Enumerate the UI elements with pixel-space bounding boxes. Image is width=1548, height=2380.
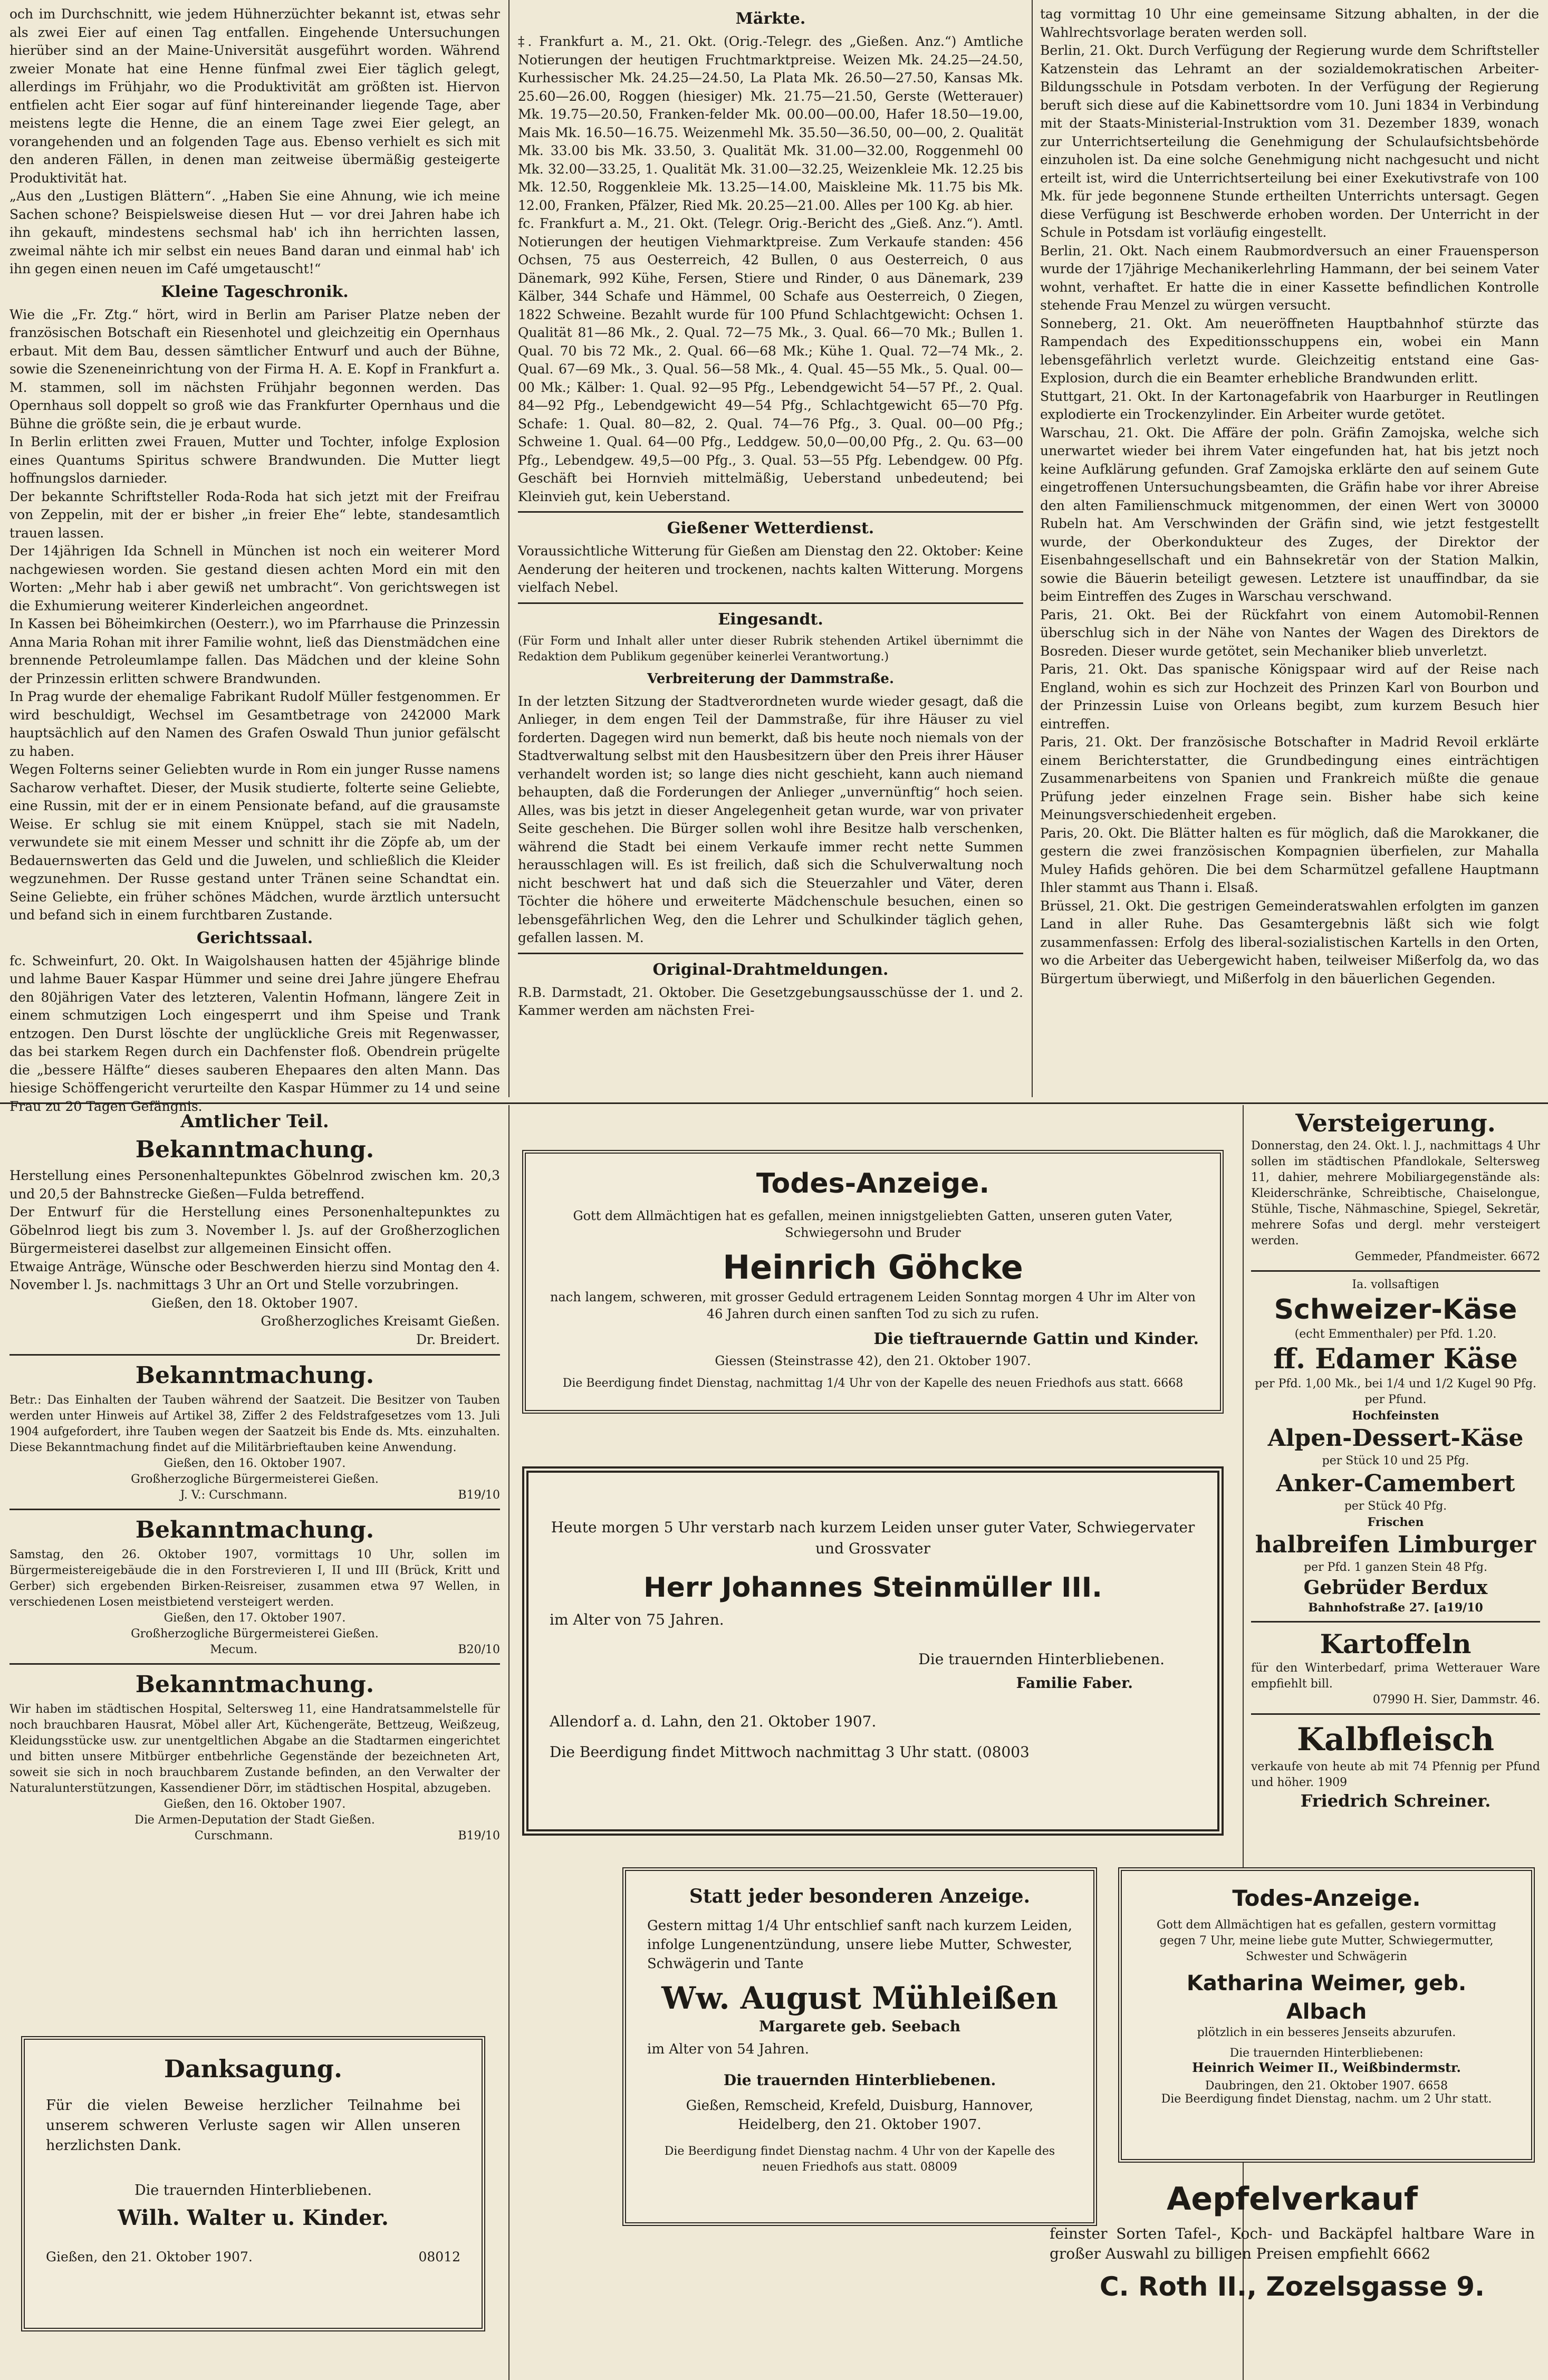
editorial-note: (Für Form und Inhalt aller unter dieser Rubrik stehenden Artikel übernimmt die Redaktion dem Publikum gegenüber keinerlei Verantwortung.) xyxy=(518,634,1023,664)
article-paragraph: Der 14jährigen Ida Schnell in München ist noch ein weiterer Mord nachgewiesen worden. Sie gestand diesen achten Mord ein mit den Worten: „Mehr hab i aber gewiß net umbracht“. Von gerichtswegen ist die Exhumierung weiterer Kinderleichen angeordnet. xyxy=(9,543,500,613)
divider xyxy=(9,1663,500,1665)
ad-code: 08012 xyxy=(418,2249,460,2264)
heading-tageschronik: Kleine Tageschronik. xyxy=(161,282,349,301)
ad-signature: Gebrüder Berdux xyxy=(1303,1577,1488,1599)
heading-eingesandt: Eingesandt. xyxy=(718,610,823,629)
notice-text: Etwaige Anträge, Wünsche oder Beschwerden hierzu sind Montag den 4. November l. Js. nachmittags 3 Uhr an Ort und Stelle vorzubringen. xyxy=(9,1259,500,1292)
ad-title: Anker-Camembert xyxy=(1276,1470,1515,1497)
article-paragraph: och im Durchschnitt, wie jedem Hühnerzüchter bekannt ist, etwas sehr als zwei Eier auf einen Tag entfallen. Eingehende Untersuchungen hierüber sind an der Maine-Universität ausgeführt worden. Während zweier Monate hat eine Henne fünfmal zwei Eier täglich gelegt, allerdings im Frühjahr, wo die Produktivität am größten ist. Hiervon entfielen acht Eier sogar auf fünf hintereinander liegende Tage, aber meistens legte die Henne, die an einem Tage zwei Eier gelegt, an vorangehenden und an folgenden Tage aus. Ebenso verhielt es sich mit den anderen Fällen, in denen man zeitweise übermäßig gesteigerte Produktivität hat. xyxy=(9,6,500,186)
ad-signature-text: Gemmeder, Pfandmeister. xyxy=(1355,1250,1507,1263)
notice-signature xyxy=(9,1488,500,1503)
article-paragraph: In der letzten Sitzung der Stadtverordneten wurde wieder gesagt, daß die Anlieger, in dem engen Teil der Dammstraße, für ihre Häuser zu viel forderten. Dagegen wird nun bemerkt, daß bis heute noch niemals von der Stadtverwaltung selbst mit den Hausbesitzern über den Preis ihrer Häuser verhandelt worden ist; so lange dies nicht geschieht, kann auch niemand behaupten, daß die Forderungen der Anlieger „unvernünftig“ hoch seien. Alles, was bis jetzt in dieser Angelegenheit getan wurde, war von privater Seite geschehen. Die Bürger sollen wohl ihre Besitze halb verschenken, während die Stadt bei einem Verkaufe immer recht nette Summen herausschlagen will. Es ist freilich, daß sich die Schulverwaltung noch nicht beschwert hat und daß sich die Steuerzahler und Väter, deren Töchter die höhere und erweiterte Mädchenschule besuchen, einen so lebensgefährlichen Weg, den die Lehrer und Schulkinder täglich gehen, gefallen lassen. M. xyxy=(518,693,1023,945)
ad-burial-text: Die Beerdigung findet Mittwoch nachmittag 3 Uhr statt. xyxy=(550,1743,972,1761)
ad-text: per Stück 40 Pfg. xyxy=(1344,1500,1447,1513)
ad-burial: Die Beerdigung findet Dienstag, nachm. um 2 Uhr statt. xyxy=(1161,2093,1492,2106)
column-rule-2 xyxy=(1032,0,1033,1097)
article-paragraph: Paris, 21. Okt. Der französische Botschafter in Madrid Revoil erklärte einem Berichterstatter, die Grundbedingung eines einträchtigen Zusammenarbeitens von Spanien und Frankreich müßte die genaue Prüfung jeder einzelnen Frage sein. Bisher habe sich keine Meinungsverschiedenheit ergeben. xyxy=(1040,734,1539,822)
notice-signature: Großherzogliches Kreisamt Gießen. xyxy=(261,1313,500,1329)
ad-signers: Die trauernden Hinterbliebenen. xyxy=(134,2182,372,2199)
ad-code: 6662 xyxy=(1392,2245,1431,2262)
article-paragraph: fc. Frankfurt a. M., 21. Okt. (Telegr. Orig.-Bericht des „Gieß. Anz.“). Amtl. Notierungen der heutigen Viehmarktpreise. Zum Verkaufe standen: 456 Ochsen, 75 aus Oesterreich, 42 Bullen, 0 aus Oesterreich, 0 aus Dänemark, 992 Kühe, Fersen, Stiere und Rinder, 0 aus Dänemark, 239 Kälber, 344 Schafe und Hämmel, 00 Schafe aus Oesterreich, 0 Ziegen, 1822 Schweine. Bezahlt wurde für 100 Pfund Schlachtgewicht: Ochsen 1. Qualität 81—86 Mk., 2. Qual. 72—75 Mk., 3. Qual. 66—70 Mk.; Bullen 1. Qual. 70 bis 72 Mk., 2. Qual. 66—68 Mk.; Kühe 1. Qual. 72—74 Mk., 2. Qual. 67—69 Mk., 3. Qual. 56—58 Mk., 4. Qual. 45—55 Mk., 5. Qual. 00—00 Mk.; Kälber: 1. Qual. 92—95 Pfg., Lebendgewicht 54—57 Pf., 2. Qual. 84—92 Pfg., Lebendgewicht 49—54 Pfg., Schlachtgewicht 65—70 Pfg. Schafe: 1. Qual. 80—82, 2. Qual. 74—76 Pfg., 3. Qual. 00—00 Pfg.; Schweine 1. Qual. 64—00 Pfg., Leddgew. 50,0—00,00 Pfg., 2. Qu. 63—00 Pfg., Lebendgew. 49,5—00 Pfg., 3. Qual. 53—55 Pfg. Lebendgew. 00 Pfg. Geschäft bei Hornvieh mittelmäßig, Ueberstand unbedeutend; bei Kleinvieh gut, kein Ueberstand. xyxy=(518,216,1023,504)
ad-text: per Stück 10 und 25 Pfg. xyxy=(1322,1454,1469,1467)
notice-signature: Die Armen-Deputation der Stadt Gießen. xyxy=(134,1813,375,1827)
ad-name: Wilh. Walter u. Kinder. xyxy=(118,2205,389,2230)
notice-date: Gießen, den 16. Oktober 1907. xyxy=(164,1798,346,1811)
notice-title: Bekanntmachung. xyxy=(135,1671,374,1698)
ad-text: (echt Emmenthaler) per Pfd. 1.20. xyxy=(1294,1328,1497,1341)
article-paragraph: „Aus den „Lustigen Blättern“. „Haben Sie eine Ahnung, wie ich meine Sachen schone? Beispielsweise diesen Hut — vor drei Jahren habe ich ihn gekauft, mindestens sechsmal hab' ich ihn herrichten lassen, zweimal nähte ich mir selbst ein neues Band daran und einmal hab' ich ihn gegen einen neuen im Café umgetauscht!“ xyxy=(9,188,500,276)
notice-title: Bekanntmachung. xyxy=(135,1362,374,1389)
divider xyxy=(9,1354,500,1356)
article-paragraph: In Kassen bei Böheimkirchen (Oesterr.), wo im Pfarrhause die Prinzessin Anna Maria Rohan mit ihrer Familie wohnt, ließ das Dienstmädchen eine brennende Petroleumlampe fallen. Das Mädchen und der kleine Sohn der Prinzessin erlitten schwere Brandwunden. xyxy=(9,616,500,686)
heading-gerichtssaal: Gerichtssaal. xyxy=(196,928,313,947)
notice-date: Gießen, den 17. Oktober 1907. xyxy=(164,1611,346,1625)
column-rule-1 xyxy=(508,0,509,1097)
notice-signature: Großherzogliche Bürgermeisterei Gießen. xyxy=(131,1473,379,1486)
official-section xyxy=(9,1108,500,2031)
notice-date: Gießen, den 18. Oktober 1907. xyxy=(151,1295,358,1311)
ad-signature-text: H. Sier, Dammstr. 46. xyxy=(1413,1693,1540,1706)
heading-maerkte: Märkte. xyxy=(735,9,806,28)
ad-address xyxy=(1251,1600,1540,1616)
ad-text: Für die vielen Beweise herzlicher Teilnahme bei unserem schweren Verluste sagen wir Allen unseren herzlichsten Dank. xyxy=(46,2097,460,2154)
column-3 xyxy=(1040,5,1539,1100)
ad-date xyxy=(46,2248,460,2267)
ad-date-text: Gießen, den 21. Oktober 1907. xyxy=(46,2249,253,2264)
divider xyxy=(1251,1621,1540,1623)
heading-amtlicher-teil: Amtlicher Teil. xyxy=(180,1111,329,1132)
notice-title: Bekanntmachung. xyxy=(135,1517,374,1543)
ad-signers: Die trauernden Hinterbliebenen. xyxy=(918,1650,1165,1668)
ad-text: für den Winterbedarf, prima Wetterauer Ware empfiehlt bill. xyxy=(1251,1662,1540,1691)
ad-burial-text: Die Beerdigung findet Dienstag nachm. 4 Uhr von der Kapelle des neuen Friedhofs aus statt. xyxy=(664,2144,1055,2174)
signature-name: J. V.: Curschmann. xyxy=(180,1489,287,1502)
article-paragraph: Paris, 21. Okt. Bei der Rückfahrt von einem Automobil-Rennen überschlug sich in der Nähe von Nantes der Wagen des Direktors de Bosreden. Dieser wurde getötet, sein Mechaniker blieb unverletzt. xyxy=(1040,607,1539,659)
ad-burial xyxy=(647,2144,1072,2175)
ad-code: 6658 xyxy=(1418,2079,1448,2093)
ad-address-text: Bahnhofstraße 27. xyxy=(1308,1601,1430,1615)
ad-title: Statt jeder besonderen Anzeige. xyxy=(689,1885,1031,1907)
right-ads-column xyxy=(1251,1108,1540,1862)
ad-text: per Pfd. 1,00 Mk., bei 1/4 und 1/2 Kugel 90 Pfg. per Pfund. xyxy=(1254,1377,1537,1406)
ad-name: Katharina Weimer, geb. Albach xyxy=(1186,1971,1467,2024)
ad-title: halbreifen Limburger xyxy=(1255,1531,1536,1558)
notice-text: Wir haben im städtischen Hospital, Seltersweg 11, eine Handratsammelstelle für noch brauchbaren Hausrat, Möbel aller Art, Küchengeräte, Bettzeug, Weißzeug, Kleidungsstücke usw. zur unentgeltlichen Abgabe an die Stadtarmen eingerichtet und bitten unsere Mitbürger entbehrliche Gegenstände der bezeichneten Art, soweit sie sich in noch brauchbarem Zustande befinden, an den Verwalter der Naturalunterstützungen, Kassendiener Dörr, im städtischen Hospital, abzugeben. xyxy=(9,1703,500,1795)
ad-signature: Friedrich Schreiner. xyxy=(1300,1791,1491,1811)
ad-signature xyxy=(1251,1249,1540,1265)
article-paragraph: Wegen Folterns seiner Geliebten wurde in Rom ein junger Russe namens Sacharow verhaftet. Dieser, der Musik studierte, folterte seine Geliebte, eine Russin, mit der er in einem Pensionate befand, auf die grausamste Weise. Er schlug sie mit einem Knüppel, stach sie mit Nadeln, verwundete sie mit einem Messer und schnitt ihr die Zöpfe ab, um der Bedauernswerten das Geld und die Juwelen, und schließlich die Kleider wegzunehmen. Der Russe gestand unter Tränen seine Schandtat ein. Seine Geliebte, ein früher schönes Mädchen, wurde ärztlich untersucht und befand sich in einem furchtbaren Zustande. xyxy=(9,762,500,923)
ad-title: Aepfelverkauf xyxy=(1166,2181,1418,2218)
ad-text: Donnerstag, den 24. Okt. l. J., nachmittags 4 Uhr sollen im städtischen Pfandlokale, Seltersweg 11, dahier, mehrere Mobiliargegenstände als: Kleiderschränke, Schreibtische, Chaiselongue, Stühle, Tische, Nähmaschine, Spiegel, Sekretär, mehrere Sofas und dergl. mehr versteigert werden. xyxy=(1251,1139,1540,1247)
ad-name: Ww. August Mühleißen xyxy=(661,1980,1058,2016)
notice-title: Bekanntmachung. xyxy=(135,1136,374,1163)
ad-text xyxy=(1251,1759,1540,1791)
notice-text: Herstellung eines Personenhaltepunktes Göbelnrod zwischen km. 20,3 und 20,5 der Bahnstrecke Gießen—Fulda betreffend. xyxy=(9,1168,500,1202)
ad-text xyxy=(1050,2224,1535,2264)
ad-text: Hochfeinsten xyxy=(1352,1409,1439,1423)
ad-text: plötzlich in ein besseres Jenseits abzurufen. xyxy=(1197,2026,1456,2039)
subheading-dammstrasse: Verbreiterung der Dammstraße. xyxy=(647,670,895,687)
article-paragraph: R.B. Darmstadt, 21. Oktober. Die Gesetzgebungsausschüsse der 1. und 2. Kammer werden am nächsten Frei- xyxy=(518,984,1023,1018)
ad-text: Gott dem Allmächtigen hat es gefallen, gestern vormittag gegen 7 Uhr, meine liebe gute Mutter, Schwiegermutter, Schwester und Schwägerin xyxy=(1157,1918,1496,1963)
ad-text: Heute morgen 5 Uhr verstarb nach kurzem Leiden unser guter Vater, Schwiegervater und Grossvater xyxy=(551,1519,1195,1557)
ad-code: B20/10 xyxy=(458,1643,500,1656)
ad-code: 6668 xyxy=(1153,1377,1184,1390)
ad-title: Kalbfleisch xyxy=(1296,1721,1495,1758)
notice-date: Gießen, den 16. Oktober 1907. xyxy=(164,1457,346,1470)
ad-family: Familie Faber. xyxy=(1016,1674,1133,1692)
ad-title: Alpen-Dessert-Käse xyxy=(1267,1425,1524,1452)
ad-signers: Die trauernden Hinterbliebenen. xyxy=(723,2071,996,2089)
article-paragraph: Wie die „Fr. Ztg.“ hört, wird in Berlin am Pariser Platze neben der französischen Botschaft ein Riesenhotel und gleichzeitig ein Opernhaus erbaut. Mit dem Bau, dessen sämtlicher Entwurf und auch der Bühne, sowie die Szeneneinrichtung von der Firma H. A. E. Kopf in Frankfurt a. M. stammen, soll im nächsten Frühjahr begonnen werden. Das Opernhaus soll doppelt so groß wie das Frankfurter Opernhaus und die Bühne die größte sein, die je erbaut wurde. xyxy=(9,306,500,431)
ad-death-notice-goehcke xyxy=(522,1150,1224,1414)
notice-text: Betr.: Das Einhalten der Tauben während der Saatzeit. Die Besitzer von Tauben werden unter Hinweis auf Artikel 38, Ziffer 2 des Feldstrafgesetzes vom 13. Juli 1904 aufgefordert, ihre Tauben wegen der Saatzeit bis Ende ds. Mts. einzuhalten. Diese Bekanntmachung findet auf die Militärbrieftauben keine Anwendung. xyxy=(9,1394,500,1454)
ad-code: 6672 xyxy=(1511,1250,1540,1263)
article-paragraph: Der bekannte Schriftsteller Roda-Roda hat sich jetzt mit der Freifrau von Zeppelin, mit der er bisher „in freier Ehe“ lebte, standesamtlich trauen lassen. xyxy=(9,488,500,541)
ad-age: im Alter von 54 Jahren. xyxy=(647,2041,810,2057)
article-paragraph: In Prag wurde der ehemalige Fabrikant Rudolf Müller festgenommen. Er wird beschuldigt, Wechsel im Gesamtbetrage von 242000 Mark hauptsächlich auf den Namen des Grafen Oswald Thun junior gefälscht zu haben. xyxy=(9,689,500,759)
ad-text: per Pfd. 1 ganzen Stein 48 Pfg. xyxy=(1304,1561,1487,1574)
ad-code: 1909 xyxy=(1318,1776,1348,1789)
ad-death-notice-muehleissen xyxy=(622,1867,1097,2226)
ad-title: Schweizer-Käse xyxy=(1274,1294,1517,1326)
ad-maiden-name: Margarete geb. Seebach xyxy=(758,2018,961,2035)
signature-name: Mecum. xyxy=(210,1643,258,1656)
article-paragraph: Sonneberg, 21. Okt. Am neueröffneten Hauptbahnhof stürzte das Rampendach des Expeditionsschuppens ein, wobei ein Mann lebensgefährlich verletzt wurde. Gleichzeitig entstand eine Gas-Explosion, durch die ein Beamter erhebliche Brandwunden erlitt. xyxy=(1040,315,1539,386)
ad-name: Herr Johannes Steinmüller III. xyxy=(643,1572,1102,1604)
article-paragraph: Berlin, 21. Okt. Durch Verfügung der Regierung wurde dem Schriftsteller Katzenstein das Lehramt an der sozialdemokratischen Arbeiter-Bildungsschule in Potsdam verboten. In der Verfügung der Regierung beruft sich diese auf die Kabinettsordre vom 10. Juni 1834 in Verbindung mit der Staats-Ministerial-Instruktion vom 31. Dezember 1839, wonach zur Unterrichtserteilung die Genehmigung der Schulaufsichtsbehörde einzuholen ist. Da eine solche Genehmigung nicht nachgesucht und nicht erteilt ist, wird die Unterrichtserteilung bei einer Exekutivstrafe von 100 Mk. für jede begonnene Stunde ertheilten Unterrichts untersagt. Gegen diese Verfügung ist Beschwerde erhoben worden. Der Unterricht in der Schule in Potsdam ist vorläufig eingestellt. xyxy=(1040,43,1539,240)
divider xyxy=(1251,1713,1540,1715)
ad-code: [a19/10 xyxy=(1433,1601,1483,1615)
ad-text-body: verkaufe von heute ab mit 74 Pfennig per Pfund und höher. xyxy=(1251,1760,1540,1789)
ad-title: Todes-Anzeige. xyxy=(756,1168,990,1199)
ad-age: im Alter von 75 Jahren. xyxy=(550,1611,724,1628)
ad-code: 07990 xyxy=(1372,1693,1410,1706)
ad-danksagung xyxy=(21,2036,485,2331)
ad-text: Ia. vollsaftigen xyxy=(1352,1278,1439,1291)
ad-title: Kartoffeln xyxy=(1320,1628,1472,1659)
ad-family: Heinrich Weimer II., Weißbindermstr. xyxy=(1192,2060,1461,2075)
ad-text: Gott dem Allmächtigen hat es gefallen, meinen innigstgeliebten Gatten, unseren guten Vater, Schwiegersohn und Bruder xyxy=(573,1208,1173,1240)
ad-code: B19/10 xyxy=(458,1489,500,1502)
ad-code: (08003 xyxy=(976,1743,1030,1761)
ad-title: ff. Edamer Käse xyxy=(1273,1343,1518,1375)
ad-text: nach langem, schweren, mit grosser Geduld ertragenem Leiden Sonntag morgen 4 Uhr im Alter von 46 Jahren durch einen sanften Tod zu sich zu rufen. xyxy=(550,1290,1196,1321)
divider xyxy=(1251,1270,1540,1272)
ad-signers: Die trauernden Hinterbliebenen: xyxy=(1229,2047,1424,2060)
column-1 xyxy=(9,5,500,1114)
notice-signature xyxy=(9,1828,500,1844)
ad-name: C. Roth II., Zozelsgasse 9. xyxy=(1099,2271,1485,2302)
ad-title: Danksagung. xyxy=(164,2055,342,2083)
article-paragraph: Berlin, 21. Okt. Nach einem Raubmordversuch an einer Frauensperson wurde der 17jährige Mechanikerlehrling Hammann, der bei seinem Vater wohnt, verhaftet. Er hatte die in einer Kassette befindlichen Kontrolle stehende Frau Menzel zu würgen versucht. xyxy=(1040,243,1539,313)
notice-text: Samstag, den 26. Oktober 1907, vormittags 10 Uhr, sollen im Bürgermeistereigebäude die in den Forstrevieren I, II und III (Brück, Kritt und Gerber) sich ergebenden Birken-Reisreiser, zusammen etwa 97 Wellen, in verschiedenen Losen meistbietend versteigert werden. xyxy=(9,1548,500,1609)
heading-wetterdienst: Gießener Wetterdienst. xyxy=(667,519,874,538)
signature-name: Curschmann. xyxy=(194,1829,273,1842)
notice-signature xyxy=(9,1642,500,1658)
ad-text: Gestern mittag 1/4 Uhr entschlief sanft nach kurzem Leiden, infolge Lungenentzündung, unsere liebe Mutter, Schwester, Schwägerin und Tante xyxy=(647,1918,1072,1972)
ad-text: Frischen xyxy=(1367,1515,1424,1529)
ad-death-notice-weimer xyxy=(1118,1867,1535,2163)
article-paragraph: tag vormittag 10 Uhr eine gemeinsame Sitzung abhalten, in der die Wahlrechtsvorlage beraten werden soll. xyxy=(1040,6,1539,40)
article-paragraph: Brüssel, 21. Okt. Die gestrigen Gemeinderatswahlen erfolgten im ganzen Land in aller Ruhe. Das Gesamtergebnis läßt sich wie folgt zusammenfassen: Erfolg des liberal-sozialistischen Kartells in den Orten, wo die Arbeiter das Uebergewicht haben, teilweiser Mißerfolg da, wo das Bürgertum überwiegt, und Mißerfolg in den bäuerlichen Gegenden. xyxy=(1040,898,1539,986)
ad-place: Allendorf a. d. Lahn, den 21. Oktober 1907. xyxy=(550,1712,877,1730)
divider xyxy=(518,953,1023,954)
article-paragraph: ‡. Frankfurt a. M., 21. Okt. (Orig.-Telegr. des „Gießen. Anz.“) Amtliche Notierungen der heutigen Fruchtmarktpreise. Weizen Mk. 24.25—24.50, Kurhessischer Mk. 24.25—24.50, La Plata Mk. 26.50—27.50, Kansas Mk. 25.60—26.00, Roggen (hiesiger) Mk. 21.75—21.50, Gerste (Wetterauer) Mk. 19.75—20.50, Franken-felder Mk. 00.00—00.00, Hafer 18.50—19.00, Mais Mk. 16.50—16.75. Weizenmehl Mk. 35.50—36.50, 00—00, 2. Qualität Mk. 33.00 bis Mk. 33.50, 3. Qualität Mk. 31.00—32.00, Roggenmehl 00 Mk. 32.00—33.25, 1. Qualität Mk. 31.00—32.25, Weizenkleie Mk. 12.25 bis Mk. 12.50, Roggenkleie Mk. 13.25—14.00, Maiskleine Mk. 11.75 bis Mk. 12.00, Franken, Pfälzer, Ried Mk. 20.25—21.00. Alles per 100 Kg. ab hier. xyxy=(518,34,1023,213)
divider xyxy=(518,602,1023,604)
article-paragraph: fc. Schweinfurt, 20. Okt. In Waigolshausen hatten der 45jährige blinde und lahme Bauer Kaspar Hümmer und seine drei Jahre jüngere Ehefrau den 80jährigen Vater des letzteren, Valentin Hofmann, längere Zeit in einem schmutzigen Loch eingesperrt und ihm Speise und Trank entzogen. Den Durst löschte der unglückliche Greis mit Regenwasser, das bei starkem Regen durch ein Dachfenster floß. Obendrein prügelte die „bessere Hälfte“ dieses sauberen Ehepaares den alten Mann. Das hiesige Schöffengericht verurteilte den Kaspar Hümmer zu 14 und seine Frau zu 20 Tagen Gefängnis. xyxy=(9,953,500,1114)
ad-place: Giessen (Steinstrasse 42), den 21. Oktober 1907. xyxy=(715,1354,1031,1368)
ad-text-body: feinster Sorten Tafel-, Koch- und Backäpfel haltbare Ware in großer Auswahl zu billigen Preisen empfiehlt xyxy=(1050,2225,1535,2262)
article-paragraph: Stuttgart, 21. Okt. In der Kartonagefabrik von Haarburger in Reutlingen explodierte ein Trockenzylinder. Ein Arbeiter wurde getötet. xyxy=(1040,388,1539,422)
ad-signature xyxy=(1251,1692,1540,1708)
ad-place xyxy=(1143,2079,1510,2093)
ad-death-notice-steinmueller xyxy=(522,1466,1224,1836)
divider xyxy=(518,511,1023,513)
article-paragraph: In Berlin erlitten zwei Frauen, Mutter und Tochter, infolge Explosion eines Quantums Spiritus schwere Brandwunden. Die Mutter liegt hoffnungslos darnieder. xyxy=(9,434,500,486)
ad-burial xyxy=(547,1376,1199,1391)
article-paragraph: Paris, 20. Okt. Die Blätter halten es für möglich, daß die Marokkaner, die gestern die zwei französischen Kompagnien überfielen, zur Mahalla Muley Hafids gehören. Die bei dem Scharmützel gefallene Hauptmann Ihler stammt aus Thann i. Elsaß. xyxy=(1040,825,1539,895)
ad-code: 08009 xyxy=(920,2160,957,2174)
notice-signature: Großherzogliche Bürgermeisterei Gießen. xyxy=(131,1627,379,1640)
ad-signers: Die tieftrauernde Gattin und Kinder. xyxy=(873,1330,1199,1348)
ad-aepfelverkauf xyxy=(1050,2179,1535,2374)
article-paragraph: Warschau, 21. Okt. Die Affäre der poln. Gräfin Zamojska, welche sich unerwartet wieder bei ihrem Vater eingefunden hat, hat bis jetzt noch keine Aufklärung gefunden. Graf Zamojska erklärte den auf seinem Gute eingetroffenen Untersuchungsbeamten, die Gräfin habe vor ihrer Abreise den alten Familienschmuck mitgenommen, der einen Wert von 30000 Rubeln hat. Am Verschwinden der Gräfin sind, wie jetzt festgestellt wurde, der Oberkondukteur des Zuges, der Direktor der Eisenbahngesellschaft und ein Bahnsekretär von der Station Malkin, sowie die Bäuerin beteiligt gewesen. Letztere ist unauffindbar, da sie beim Eintreffen des Zuges in Warschau verschwand. xyxy=(1040,425,1539,604)
notice-signature: Dr. Breidert. xyxy=(416,1331,500,1347)
heading-drahtmeldungen: Original-Drahtmeldungen. xyxy=(652,960,889,979)
lower-rule-1 xyxy=(508,1105,509,2380)
column-2 xyxy=(518,5,1023,1100)
ad-title: Todes-Anzeige. xyxy=(1232,1885,1421,1911)
ad-place-text: Daubringen, den 21. Oktober 1907. xyxy=(1205,2079,1415,2093)
ad-burial xyxy=(550,1743,1196,1762)
article-paragraph: Paris, 21. Okt. Das spanische Königspaar wird auf der Reise nach England, wohin es sich zur Hochzeit des Prinzen Karl von Bourbon und der Prinzessin Luise von Orleans begibt, zum kurzem Besuch hier eintreffen. xyxy=(1040,661,1539,732)
weather-text: Voraussichtliche Witterung für Gießen am Dienstag den 22. Oktober: Keine Aenderung der heiteren und trockenen, nachts kalten Witterung. Morgens vielfach Nebel. xyxy=(518,543,1023,595)
divider xyxy=(9,1509,500,1510)
ad-name: Heinrich Göhcke xyxy=(723,1248,1023,1287)
ad-burial-text: Die Beerdigung findet Dienstag, nachmittag 1/4 Uhr von der Kapelle des neuen Friedhofs aus statt. xyxy=(562,1377,1150,1390)
ad-code: B19/10 xyxy=(458,1829,500,1842)
ad-title: Versteigerung. xyxy=(1295,1109,1496,1137)
notice-text: Der Entwurf für die Herstellung eines Personenhaltepunktes zu Göbelnrod liegt bis zum 3. November l. Js. auf der Großherzoglichen Bürgermeisterei daselbst zur allgemeinen Einsicht offen. xyxy=(9,1204,500,1256)
ad-place: Gießen, Remscheid, Krefeld, Duisburg, Hannover, Heidelberg, den 21. Oktober 1907. xyxy=(686,2097,1034,2133)
